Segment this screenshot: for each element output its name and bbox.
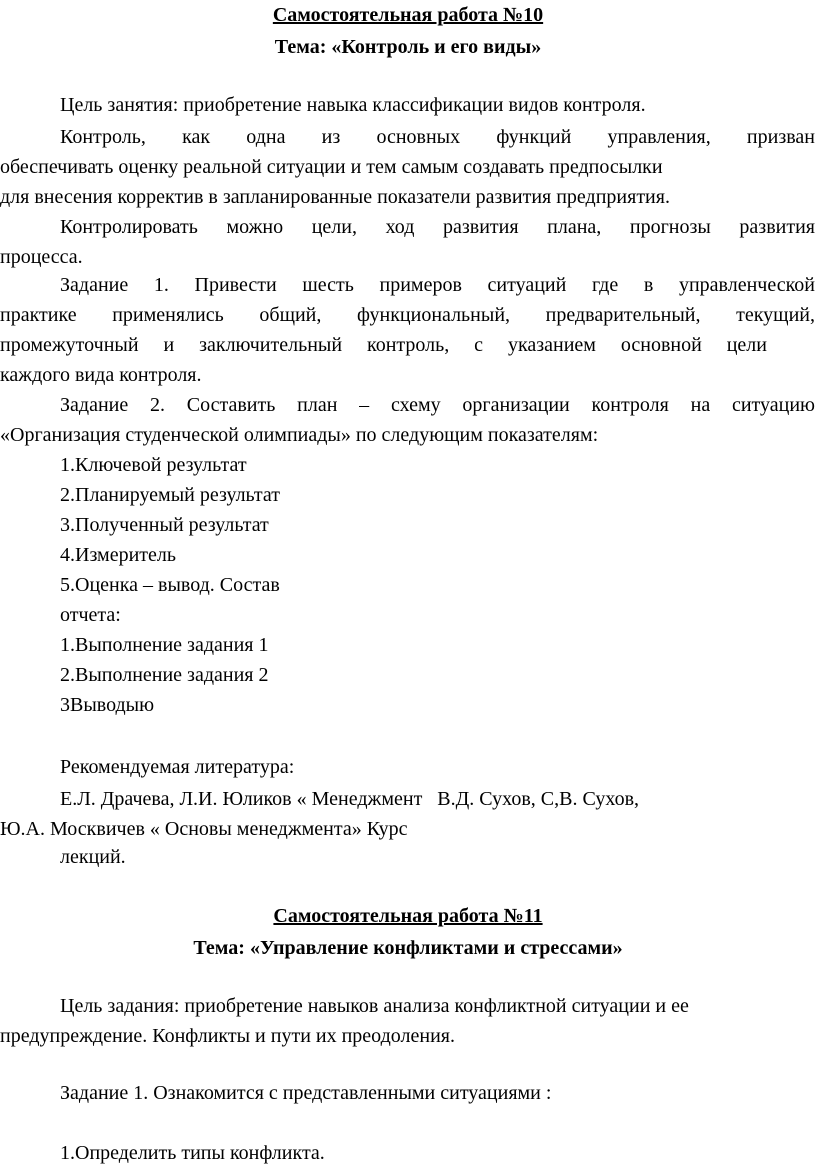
work10-task1-line2: практике применялись общий, функциональный, предварительный, текущий,	[0, 304, 815, 326]
work10-task2-line1: Задание 2. Составить план – схему организации контроля на ситуацию	[60, 394, 815, 416]
list-item: 2.Выполнение задания 2	[60, 664, 269, 686]
list-item: 3Выводыю	[60, 694, 155, 716]
literature-line3: лекций.	[60, 846, 126, 868]
work10-p1-line3: для внесения корректив в запланированные показатели развития предприятия.	[0, 186, 670, 208]
work11-item1: 1.Определить типы конфликта.	[60, 1142, 325, 1164]
work10-p1-line1: Контроль, как одна из основных функций управления, призван	[60, 126, 815, 148]
work10-task1-line1: Задание 1. Привести шесть примеров ситуаций где в управленческой	[60, 274, 815, 296]
list-item: 2.Планируемый результат	[60, 484, 280, 506]
work10-task1-line3: промежуточный и заключительный контроль, с указанием основной цели	[0, 334, 767, 356]
work10-title: Самостоятельная работа №10	[272, 4, 544, 26]
list-item: 4.Измеритель	[60, 544, 177, 566]
literature-line1: Е.Л. Драчева, Л.И. Юликов « Менеджмент В.Д. Сухов, С,В. Сухов,	[60, 788, 640, 810]
work11-goal-line1: Цель задания: приобретение навыков анализа конфликтной ситуации и ее	[60, 995, 689, 1017]
work10-p1-line2: обеспечивать оценку реальной ситуации и тем самым создавать предпосылки	[0, 156, 663, 178]
work10-p2-line1: Контролировать можно цели, ход развития плана, прогнозы развития	[60, 216, 815, 238]
work10-topic: Тема: «Контроль и его виды»	[274, 36, 542, 58]
work11-goal-line2: предупреждение. Конфликты и пути их преодоления.	[0, 1025, 455, 1047]
work10-p2-line2: процесса.	[0, 246, 83, 268]
list-item: 3.Полученный результат	[60, 514, 269, 536]
list-item: 1.Выполнение задания 1	[60, 634, 269, 656]
list-item: 5.Оценка – вывод. Состав	[60, 574, 280, 596]
literature-title: Рекомендуемая литература:	[60, 756, 295, 778]
list-item: 1.Ключевой результат	[60, 454, 247, 476]
work10-task1-line4: каждого вида контроля.	[0, 364, 202, 386]
work10-goal: Цель занятия: приобретение навыка классификации видов контроля.	[60, 94, 646, 116]
work11-task1: Задание 1. Ознакомится с представленными ситуациями :	[60, 1082, 552, 1104]
list-item: отчета:	[60, 604, 121, 626]
work10-task2-line2: «Организация студенческой олимпиады» по следующим показателям:	[0, 424, 599, 446]
work11-topic: Тема: «Управление конфликтами и стрессами»	[193, 937, 623, 959]
literature-line2: Ю.А. Москвичев « Основы менеджмента» Курс	[0, 818, 408, 840]
work11-title: Самостоятельная работа №11	[273, 905, 543, 927]
